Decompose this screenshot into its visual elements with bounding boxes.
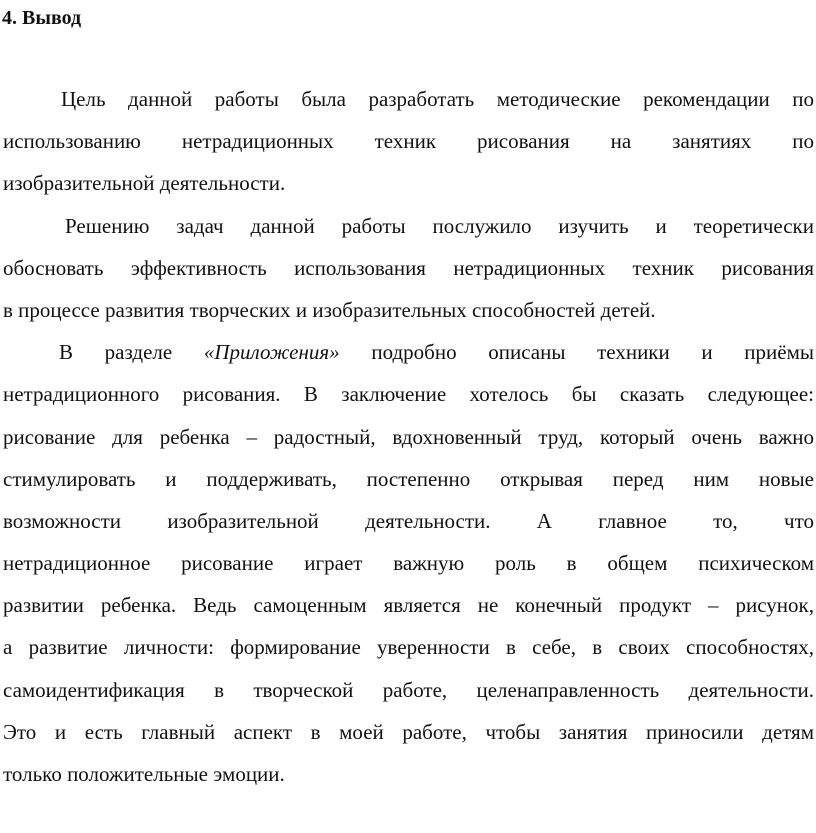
paragraph-2-line-1: Решению задач данной работы послужило изучить и теоретически	[65, 213, 814, 238]
paragraph-3-line-1-end: подробно описаны техники и приёмы	[371, 340, 814, 365]
document-body	[3, 78, 814, 795]
paragraph-3-line-3: рисование для ребенка – радостный, вдохновенный труд, который очень важно	[3, 424, 814, 449]
paragraph-3-line-6: нетрадиционное рисование играет важную роль в общем психическом	[3, 551, 814, 576]
paragraph-3-line-5: возможности изобразительной деятельности. А главное то, что	[3, 508, 814, 533]
paragraph-3-line-2: нетрадиционного рисования. В заключение хотелось бы сказать следующее:	[3, 382, 814, 407]
paragraph-3-line-1	[3, 331, 814, 373]
appendix-reference: «Приложения»	[203, 340, 340, 365]
paragraph-2-line-2: обосновать эффективность использования нетрадиционных техник рисования	[3, 255, 814, 280]
paragraph-3-line-1-start: В разделе	[59, 340, 173, 365]
paragraph-3-line-8: а развитие личности: формирование уверенности в себе, в своих способностях,	[3, 635, 814, 660]
paragraph-1-line-1: Цель данной работы была разработать методические рекомендации по	[61, 87, 814, 111]
section-heading: 4. Вывод	[2, 7, 82, 29]
paragraph-2-line-3: в процессе развития творческих и изобразительных способностей детей.	[3, 297, 656, 322]
paragraph-3-line-4: стимулировать и поддерживать, постепенно открывая перед ним новые	[3, 466, 814, 491]
paragraph-3-line-10: Это и есть главный аспект в моей работе, чтобы занятия приносили детям	[3, 719, 814, 744]
paragraph-3-line-7: развитии ребенка. Ведь самоценным является не конечный продукт – рисунок,	[3, 593, 814, 618]
paragraph-1-line-3: изобразительной деятельности.	[3, 171, 286, 196]
paragraph-3-line-9: самоидентификация в творческой работе, целенаправленность деятельности.	[3, 677, 814, 702]
paragraph-3-line-11: только положительные эмоции.	[3, 762, 285, 786]
paragraph-1-line-2: использованию нетрадиционных техник рисования на занятиях по	[3, 129, 814, 154]
